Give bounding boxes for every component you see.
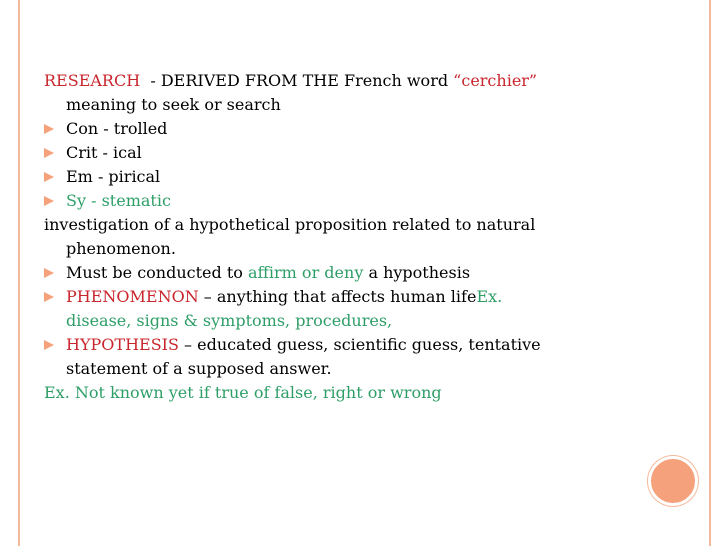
derived-text: - DERIVED FROM THE French word [140,71,454,90]
meaning-line: meaning to seek or search [66,95,281,114]
bullet-text: Sy - stematic [66,191,171,210]
bullet-systematic [44,189,634,213]
bullet-text: Crit - ical [66,143,142,162]
bullet-text: Con - trolled [66,119,168,138]
hypothesis-text: – educated guess, scientific guess, tentative [178,335,541,354]
arrow-bullet-icon [44,196,54,206]
conduct-suffix: a hypothesis [363,263,471,282]
intro-line [44,69,634,93]
conduct-prefix: Must be conducted to [66,263,248,282]
closing-line: Ex. Not known yet if true of false, right or wrong [44,383,442,402]
decorative-circle [648,456,698,506]
phenomenon-ex: Ex. [476,287,503,306]
hypothesis-line-2: statement of a supposed answer. [66,359,332,378]
phenomenon-ex-line-2: disease, signs & symptoms, procedures, [66,311,393,330]
arrow-bullet-icon [44,268,54,278]
bullet-controlled [44,117,634,141]
conduct-highlight: affirm or deny [248,263,364,282]
investigation-line-1: investigation of a hypothetical proposition related to natural [44,215,536,234]
arrow-bullet-icon [44,148,54,158]
bullet-empirical [44,165,634,189]
research-label: RESEARCH [44,71,141,90]
bullet-hypothesis [44,333,634,357]
phenomenon-label: PHENOMENON [66,287,199,306]
cerchier-word: “cerchier” [453,71,538,90]
arrow-bullet-icon [44,340,54,350]
slide-content [44,69,634,405]
bullet-text: Em - pirical [66,167,161,186]
bullet-phenomenon [44,285,634,309]
bullet-critical [44,141,634,165]
investigation-line-2: phenomenon. [66,239,176,258]
phenomenon-text: – anything that affects human life [198,287,477,306]
arrow-bullet-icon [44,172,54,182]
bullet-conduct [44,261,634,285]
hypothesis-label: HYPOTHESIS [66,335,179,354]
arrow-bullet-icon [44,124,54,134]
arrow-bullet-icon [44,292,54,302]
